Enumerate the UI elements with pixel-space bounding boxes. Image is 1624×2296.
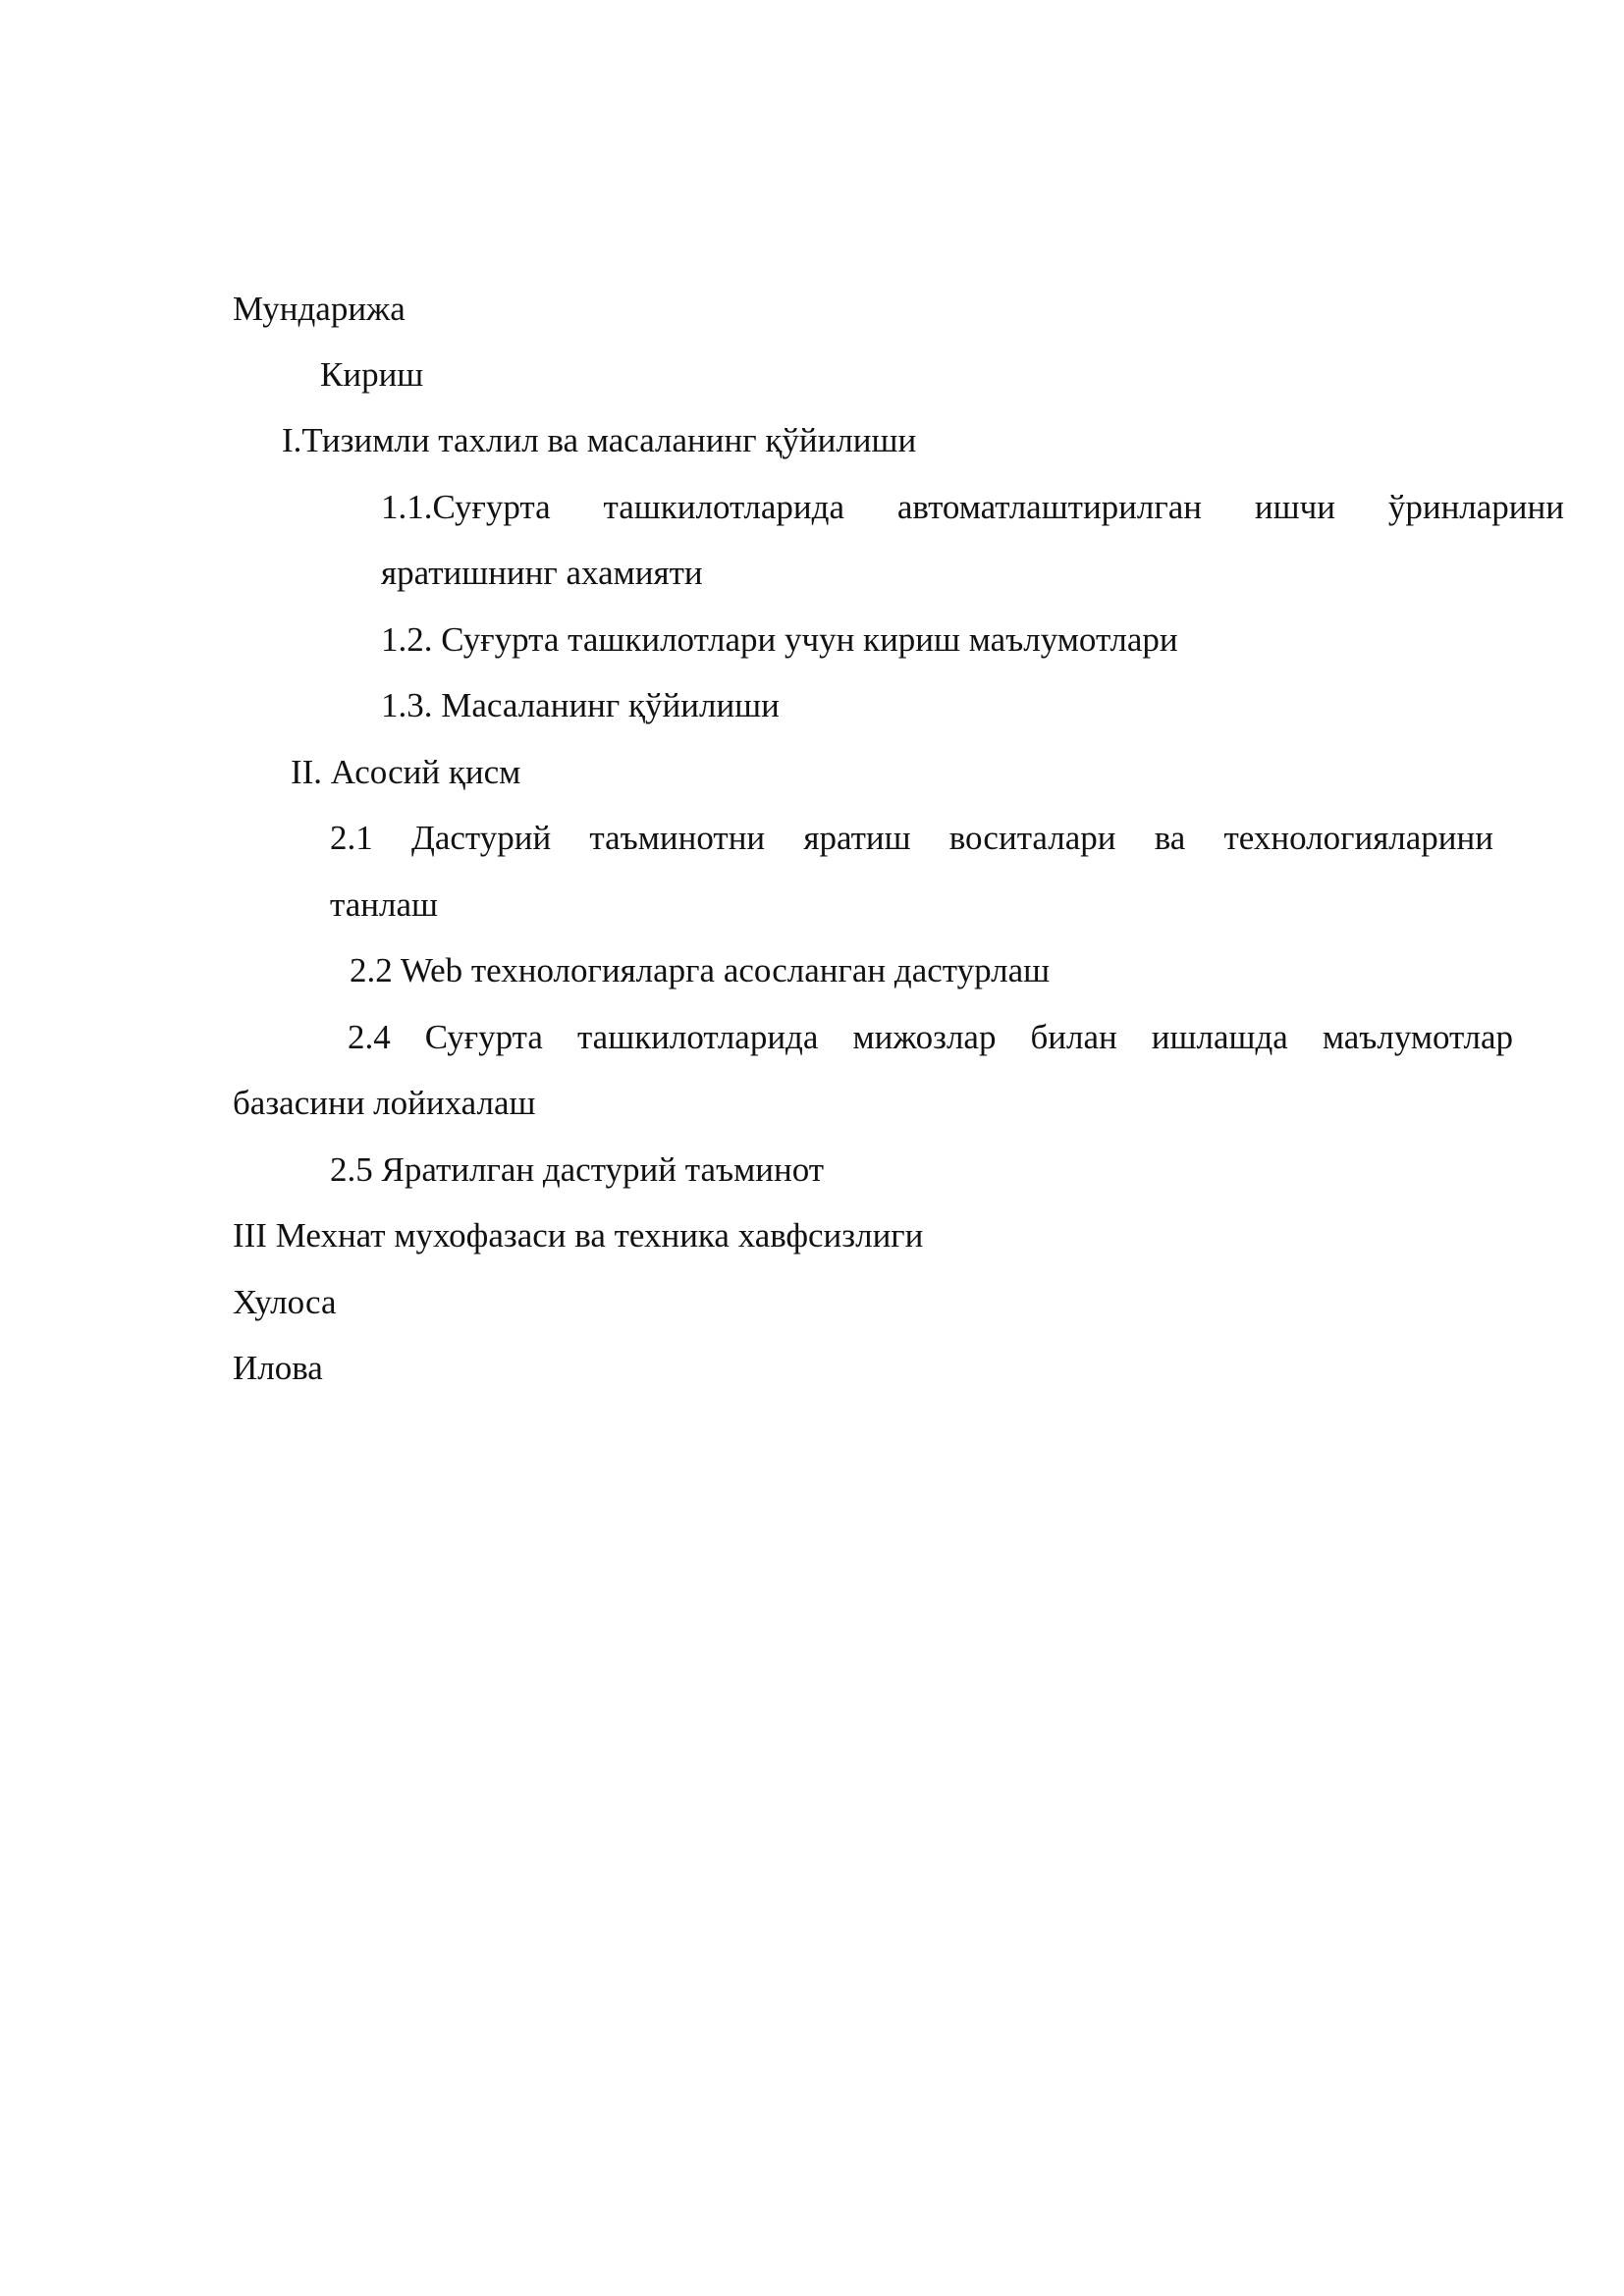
toc-item-section-1: I.Тизимли тахлил ва масаланинг қўйилиши <box>282 421 917 459</box>
toc-item-1-1-line-1: 1.1.Суғурта ташкилотларида автоматлаштирилган ишчи ўринларини <box>381 488 1564 526</box>
toc-item-section-2: II. Асосий қисм <box>291 753 521 791</box>
toc-item-1-2: 1.2. Суғурта ташкилотлари учун кириш маълумотлари <box>381 620 1178 659</box>
toc-item-2-5: 2.5 Яратилган дастурий таъминот <box>330 1150 825 1189</box>
toc-item-2-1-line-1: 2.1 Дастурий таъминотни яратиш воситалари ва технологияларини <box>330 819 1493 857</box>
toc-heading: Мундарижа <box>233 290 406 328</box>
toc-item-2-2: 2.2 Web технологияларга асосланган дастурлаш <box>350 951 1051 989</box>
toc-item-2-4-line-1: 2.4 Суғурта ташкилотларида мижозлар билан ишлашда маълумотлар <box>348 1018 1513 1056</box>
toc-item-2-4-line-2: базасини лойихалаш <box>233 1084 536 1122</box>
toc-item-2-1-line-2: танлаш <box>330 885 438 924</box>
toc-item-section-3: III Мехнат мухофазаси ва техника хавфсизлиги <box>233 1216 924 1255</box>
toc-item-1-3: 1.3. Масаланинг қўйилиши <box>381 686 780 724</box>
toc-item-introduction: Кириш <box>320 355 424 394</box>
toc-item-appendix: Илова <box>233 1349 323 1387</box>
toc-item-conclusion: Хулоса <box>233 1283 337 1321</box>
toc-item-1-1-line-2: яратишнинг ахамияти <box>381 554 703 592</box>
